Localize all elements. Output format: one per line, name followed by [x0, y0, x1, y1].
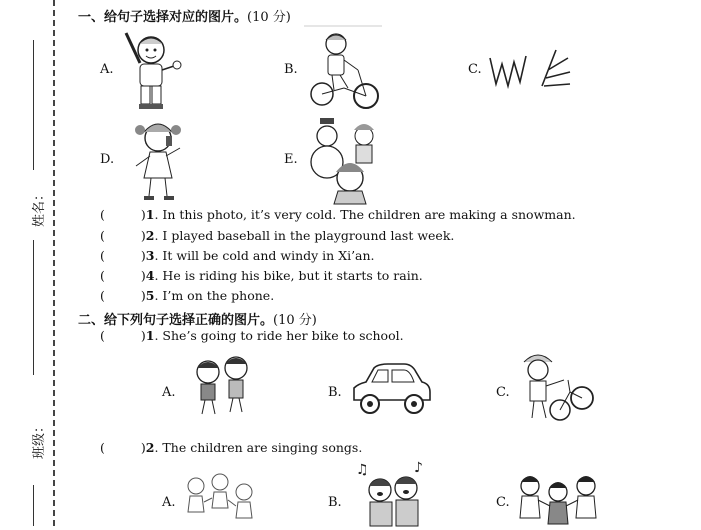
s2-question-1: ( )1. She’s going to ride her bike to school.: [100, 328, 404, 343]
svg-text:♫: ♫: [356, 462, 369, 478]
girl-on-phone-icon: [124, 118, 194, 204]
name-write-line: [33, 40, 34, 170]
svg-text:♪: ♪: [414, 460, 423, 476]
section1-title: [78, 6, 291, 25]
s2-question-2: ( )2. The children are singing songs.: [100, 440, 363, 455]
s1-option-a-label: A.: [100, 62, 114, 77]
worksheet: [78, 0, 701, 526]
boy-riding-bike-icon: [304, 26, 384, 111]
section1-score: (10 分): [247, 10, 291, 25]
s2q1-option-b-label: B.: [328, 385, 342, 400]
children-group-icon: [514, 470, 604, 526]
class-label: 班级：: [32, 419, 48, 460]
section2-title-text: 二、给下列句子选择正确的图片。: [78, 313, 274, 328]
s2q1-option-c-label: C.: [496, 385, 510, 400]
s1-question-3: ( )3. It will be cold and windy in Xi’an.: [100, 248, 375, 263]
s2q2-option-c-label: C.: [496, 495, 510, 510]
wind-lines-icon: [486, 46, 576, 96]
s2q2-option-a-label: A.: [162, 495, 176, 510]
binding-margin: [0, 0, 70, 526]
class-write-line-upper: [33, 240, 34, 375]
s1-question-4: ( )4. He is riding his bike, but it starts to rain.: [100, 268, 423, 283]
section2-title: [78, 309, 317, 328]
s1-option-d-label: D.: [100, 152, 115, 167]
class-write-line: [33, 485, 34, 526]
s1-question-1: ( )1. In this photo, it’s very cold. The children are making a snowman.: [100, 207, 576, 222]
s1-option-b-label: B.: [284, 62, 298, 77]
s1-question-5: ( )5. I’m on the phone.: [100, 288, 275, 303]
children-snowman-icon: [310, 116, 386, 204]
cut-line: [53, 0, 55, 526]
name-label: 姓名：: [32, 187, 48, 228]
section2-score: (10 分): [273, 313, 317, 328]
two-children-walking-icon: [188, 356, 258, 420]
s1-question-2: ( )2. I played baseball in the playground last week.: [100, 228, 455, 243]
s2q1-option-a-label: A.: [162, 385, 176, 400]
section1-title-text: 一、给句子选择对应的图片。: [78, 10, 248, 25]
s1-option-c-label: C.: [468, 62, 482, 77]
children-singing-icon: [354, 460, 434, 526]
boy-playing-baseball-icon: [118, 28, 188, 113]
s1-option-e-label: E.: [284, 152, 298, 167]
children-playing-icon: [182, 472, 262, 526]
s2q2-option-b-label: B.: [328, 495, 342, 510]
girl-with-bike-icon: [518, 352, 594, 432]
car-icon: [348, 360, 434, 422]
